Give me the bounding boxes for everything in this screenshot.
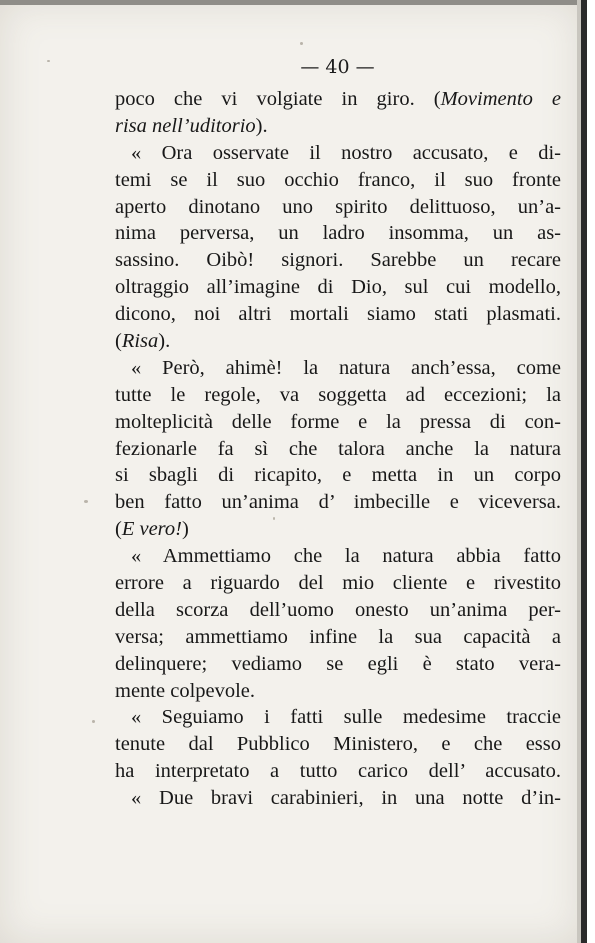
top-edge-rule xyxy=(0,0,581,5)
text-line xyxy=(115,651,561,678)
text-line xyxy=(115,274,561,301)
text-segment: delinquere; vediamo se egli è stato vera- xyxy=(115,652,561,675)
text-segment: fezionarle fa sì che talora anche la natura xyxy=(115,437,561,460)
text-line xyxy=(115,194,561,221)
text-line xyxy=(115,86,561,113)
text-line xyxy=(115,516,561,543)
text-line xyxy=(115,758,561,785)
text-line xyxy=(115,624,561,651)
text-line xyxy=(115,678,561,705)
text-line xyxy=(115,489,561,516)
text-segment: « Due bravi carabinieri, in una notte d’in- xyxy=(131,787,561,810)
text-segment: ). xyxy=(255,114,268,137)
text-segment: ( xyxy=(115,330,122,353)
text-line xyxy=(115,462,561,489)
text-segment: mente colpevole. xyxy=(115,679,256,702)
text-segment: ) xyxy=(181,518,189,541)
text-line xyxy=(115,247,561,274)
text-segment: « Ora osservate il nostro accusato, e di- xyxy=(131,141,561,164)
text-segment: sassino. Oibò! signori. Sarebbe un recare xyxy=(115,249,561,272)
text-line xyxy=(115,704,561,731)
binding-edge xyxy=(581,0,587,943)
italic-text: E vero! xyxy=(121,518,182,541)
italic-text: risa nell’uditorio xyxy=(115,114,256,137)
text-segment: temi se il suo occhio franco, il suo fronte xyxy=(115,168,561,191)
text-line xyxy=(115,785,561,812)
text-line xyxy=(115,167,561,194)
text-line xyxy=(115,140,561,167)
text-segment: ha interpretato a tutto carico dell’ accusato. xyxy=(115,760,561,783)
text-line xyxy=(115,731,561,758)
text-segment: ). xyxy=(158,330,171,353)
text-segment: versa; ammettiamo infine la sua capacità a xyxy=(115,625,561,648)
text-segment: « Ammettiamo che la natura abbia fatto xyxy=(131,545,561,568)
text-line xyxy=(115,570,561,597)
text-line xyxy=(115,543,561,570)
italic-text: Risa xyxy=(121,330,159,353)
body-text xyxy=(115,86,561,812)
paper-speck xyxy=(300,42,303,45)
text-segment: dicono, noi altri mortali siamo stati plasmati. xyxy=(115,303,561,326)
text-segment: « Seguiamo i fatti sulle medesime traccie xyxy=(131,706,561,729)
text-line xyxy=(115,436,561,463)
text-segment: ben fatto un’anima d’ imbecille e viceversa. xyxy=(115,491,561,514)
text-line xyxy=(115,355,561,382)
text-segment: poco che vi volgiate in giro. ( xyxy=(115,88,441,110)
text-segment: aperto dinotano uno spirito delittuoso, un’a- xyxy=(115,195,561,218)
text-segment: oltraggio all’imagine di Dio, sul cui modello, xyxy=(115,276,561,299)
text-segment: « Però, ahimè! la natura anch’essa, come xyxy=(131,356,561,379)
text-line xyxy=(115,597,561,624)
text-segment: si sbagli di ricapito, e metta in un corpo xyxy=(115,464,561,487)
text-segment: tenute dal Pubblico Ministero, e che esso xyxy=(115,733,561,756)
text-line xyxy=(115,301,561,328)
text-segment: tutte le regole, va soggetta ad eccezioni; la xyxy=(115,383,561,406)
text-segment: molteplicità delle forme e la pressa di con- xyxy=(115,410,561,433)
paper-speck xyxy=(84,500,88,503)
page-number: — 40 — xyxy=(300,56,375,78)
text-segment: ( xyxy=(115,518,122,541)
text-segment: della scorza dell’uomo onesto un’anima per- xyxy=(115,598,561,621)
text-line xyxy=(115,113,561,140)
italic-text: Movimento e xyxy=(440,88,561,110)
text-line xyxy=(115,409,561,436)
paper-speck xyxy=(92,720,95,723)
text-line xyxy=(115,220,561,247)
text-line xyxy=(115,382,561,409)
text-segment: nima perversa, un ladro insomma, un as- xyxy=(115,222,561,245)
text-segment: errore a riguardo del mio cliente e rivestito xyxy=(115,572,561,595)
text-line xyxy=(115,328,561,355)
